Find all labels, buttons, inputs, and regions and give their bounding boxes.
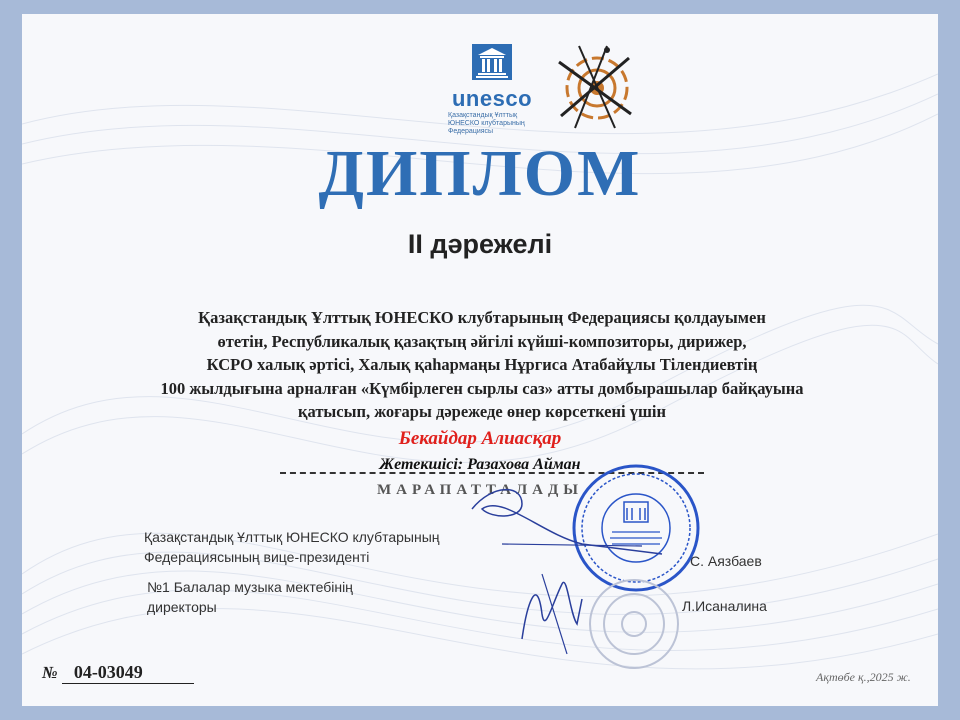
unesco-wordmark: unesco — [451, 86, 533, 111]
signatory-2-title — [147, 577, 353, 617]
diploma-title: ДИПЛОМ — [318, 137, 642, 210]
signatory-title-line: №1 Балалар музыка мектебінің — [147, 579, 353, 595]
supervisor-name: Жетекшісі: Разахова Айман — [379, 456, 581, 473]
recipient-name: Бекайдар Алиасқар — [398, 428, 562, 449]
signatory-1-name: С. Аязбаев — [690, 553, 762, 569]
diploma-degree: II дәрежелі — [407, 229, 553, 259]
signatory-title-line: Қазақстандық Ұлттық ЮНЕСКО клубтарының — [144, 529, 440, 545]
award-text-line: 100 жылдығына арналған «Күмбірлеген сырлы саз» атты домбырашылар байқауына — [160, 378, 804, 398]
diploma-sheet — [22, 14, 938, 706]
federation-emblem-icon — [549, 42, 639, 132]
signatory-2-name: Л.Исаналина — [682, 598, 767, 614]
unesco-subtitle: Қазақстандық Ұлттық ЮНЕСКО клубтарының Федерациясы — [448, 112, 525, 135]
award-text-line: КСРО халық әртісі, Халық қаһармаңы Нұргиса Атабайұлы Тілендиевтің — [206, 355, 758, 374]
signatory-title-line: Федерациясының вице-президенті — [144, 549, 370, 565]
document-number-prefix: № — [42, 663, 58, 682]
document-number — [42, 662, 194, 684]
award-text — [152, 306, 812, 424]
unesco-temple-icon — [442, 42, 542, 84]
document-number-value: 04-03049 — [62, 662, 194, 684]
awarded-label: МАРАПАТТАЛАДЫ — [376, 482, 584, 498]
signatory-title-line: директоры — [147, 599, 217, 615]
place-date: Ақтөбе қ.,2025 ж. — [816, 670, 911, 684]
award-text-line: Қазақстандық Ұлттық ЮНЕСКО клубтарының Федерациясы қолдауымен — [198, 308, 766, 327]
unesco-logo — [442, 42, 542, 135]
award-text-line: қатысып, жоғары дәрежеде өнер көрсеткені үшін — [297, 402, 666, 421]
award-text-line: өтетін, Республикалық қазақтың әйгілі күйші-композиторы, дирижер, — [217, 331, 747, 351]
signatory-1-title — [144, 527, 440, 567]
coat-of-arms-stamp-icon — [574, 574, 694, 674]
